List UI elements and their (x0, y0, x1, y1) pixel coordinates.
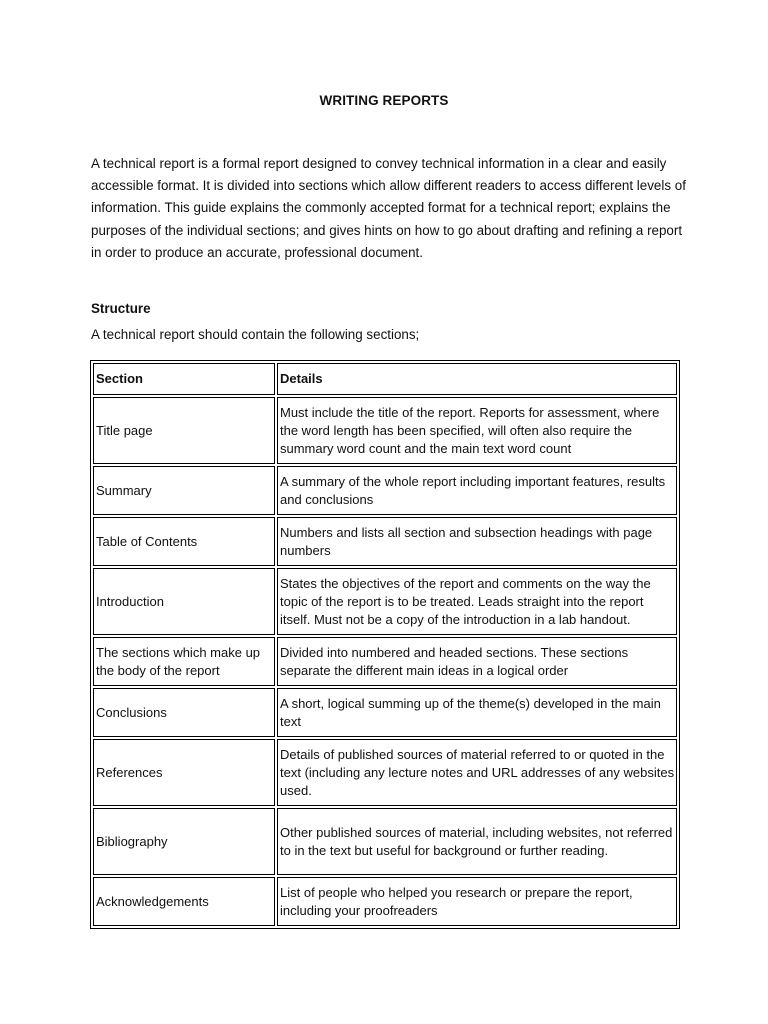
row-section: Summary (93, 466, 275, 515)
row-section: Conclusions (93, 688, 275, 737)
row-details: States the objectives of the report and comments on the way the topic of the report is to be treated. Leads straight into the report itself. Must not be a copy of the introduction in a lab handout. (277, 568, 677, 635)
row-section: Bibliography (93, 808, 275, 875)
row-section: References (93, 739, 275, 806)
page-title: WRITING REPORTS (319, 93, 449, 108)
table-row (93, 637, 677, 686)
row-details: Divided into numbered and headed sections. These sections separate the different main ideas in a logical order (277, 637, 677, 686)
table-row (93, 808, 677, 875)
row-details: A short, logical summing up of the theme(s) developed in the main text (277, 688, 677, 737)
row-section: Table of Contents (93, 517, 275, 566)
structure-heading: Structure (91, 301, 151, 316)
header-section: Section (93, 363, 275, 395)
row-details: A summary of the whole report including important features, results and conclusions (277, 466, 677, 515)
row-details: Details of published sources of material referred to or quoted in the text (including any lecture notes and URL addresses of any websites used. (277, 739, 677, 806)
row-section: Introduction (93, 568, 275, 635)
row-section: The sections which make up the body of the report (93, 637, 275, 686)
table-row (93, 517, 677, 566)
table-row (93, 568, 677, 635)
intro-paragraph: A technical report is a formal report designed to convey technical information in a clear and easily accessible format. It is divided into sections which allow different readers to access different levels of information. This guide explains the commonly accepted format for a technical report; explains the purposes of the individual sections; and gives hints on how to go about drafting and refining a report in order to produce an accurate, professional document. (91, 156, 686, 260)
sections-table (90, 360, 680, 929)
row-details: List of people who helped you research or prepare the report, including your proofreaders (277, 877, 677, 926)
row-section: Title page (93, 397, 275, 464)
row-details: Numbers and lists all section and subsection headings with page numbers (277, 517, 677, 566)
table-row (93, 688, 677, 737)
row-details: Must include the title of the report. Reports for assessment, where the word length has been specified, will often also require the summary word count and the main text word count (277, 397, 677, 464)
row-details: Other published sources of material, including websites, not referred to in the text but useful for background or further reading. (277, 808, 677, 875)
structure-lead-text: A technical report should contain the following sections; (91, 327, 420, 342)
row-section: Acknowledgements (93, 877, 275, 926)
table-row (93, 466, 677, 515)
table-row (93, 877, 677, 926)
header-details: Details (277, 363, 677, 395)
table-header-row (93, 363, 677, 395)
table-row (93, 739, 677, 806)
table-row (93, 397, 677, 464)
